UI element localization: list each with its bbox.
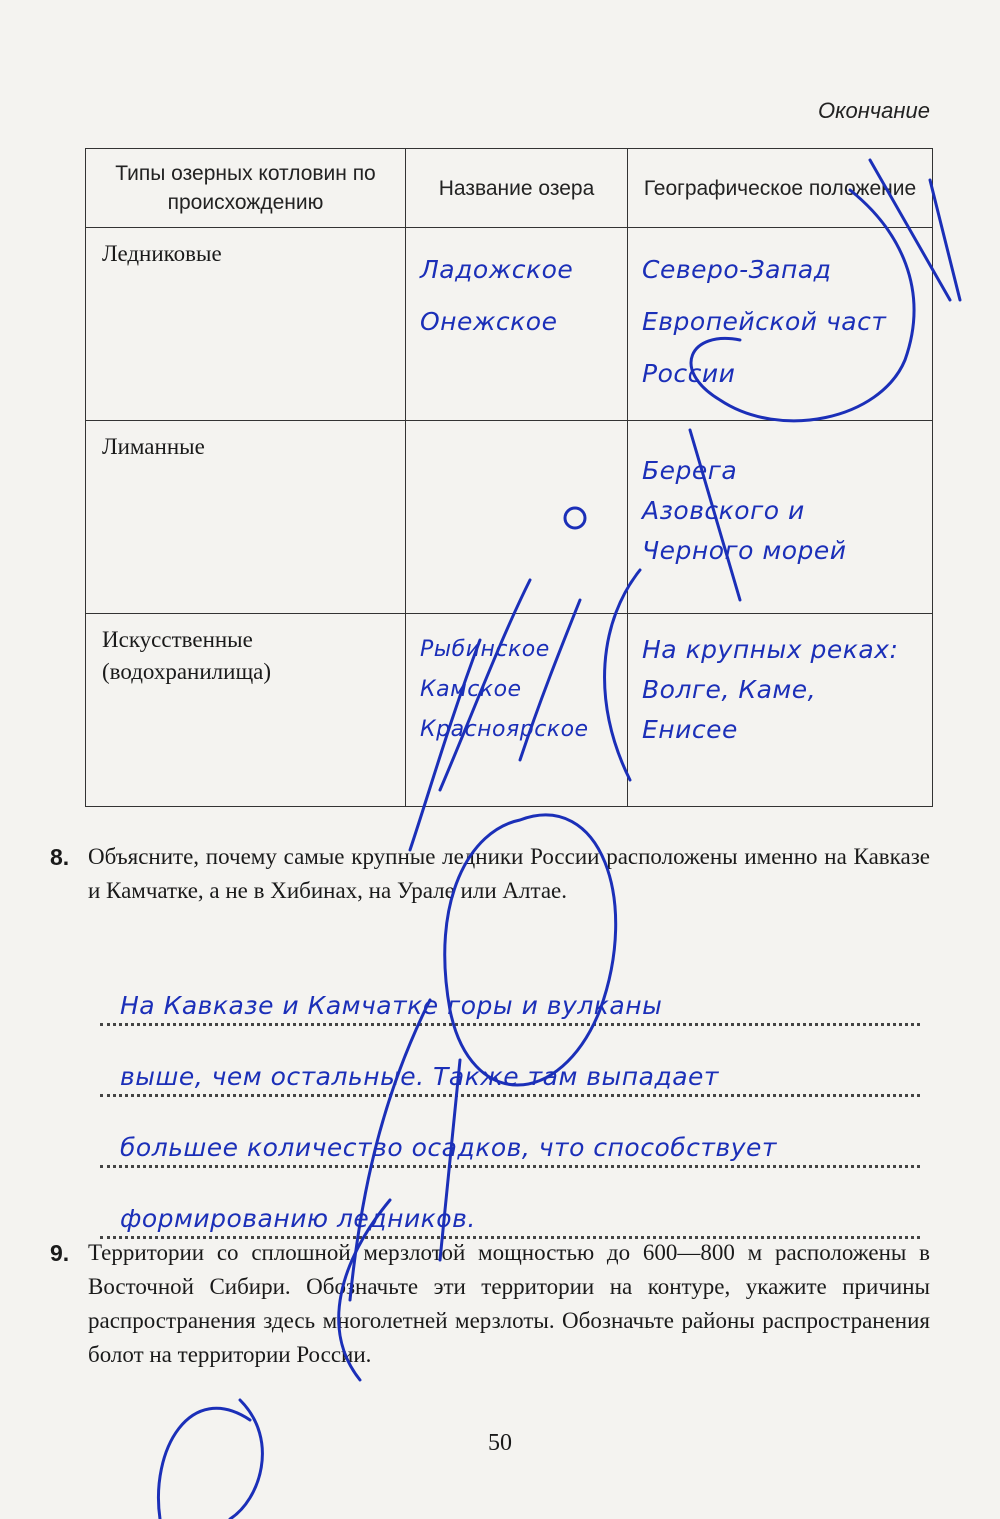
lake-name-cell[interactable] [406, 421, 628, 614]
answer-text: выше, чем остальные. Также там выпадает [120, 1062, 719, 1091]
task-question: Объясните, почему самые крупные ледники России расположены именно на Кавказе и Камчатке, а не в Хибинах, на Урале или Алтае. [88, 844, 930, 903]
answer-text: формированию ледников. [120, 1204, 476, 1233]
location-line: Волге, Каме, [642, 675, 817, 704]
lake-name: Красноярское [420, 717, 589, 742]
task-number: 8. [50, 844, 70, 870]
basin-type-cell: Лиманные [86, 421, 406, 614]
pen-stroke [158, 1408, 250, 1519]
task-8-answer-area[interactable] [100, 955, 920, 1239]
basin-type-cell: Ледниковые [86, 228, 406, 421]
task-9 [50, 1236, 930, 1372]
page-number: 50 [488, 1430, 512, 1456]
answer-text: На Кавказе и Камчатке горы и вулканы [120, 991, 663, 1020]
table-header-row [86, 149, 933, 228]
location-line: Азовского и [642, 496, 805, 525]
table-row [86, 228, 933, 421]
location-line: России [642, 359, 736, 388]
lake-name-cell[interactable] [406, 228, 628, 421]
header-location: Географическое положение [628, 149, 933, 228]
lake-name-cell[interactable] [406, 614, 628, 807]
lake-name: Камское [420, 677, 522, 702]
location-line: Черного морей [642, 536, 847, 565]
lake-basins-table [85, 148, 933, 807]
answer-line[interactable] [100, 1026, 920, 1097]
location-line: На крупных реках: [642, 635, 899, 664]
location-line: Северо-Запад [642, 255, 832, 284]
answer-line[interactable] [100, 955, 920, 1026]
location-line: Берега [642, 456, 738, 485]
basin-type-cell: Искусственные (водохранилища) [86, 614, 406, 807]
answer-line[interactable] [100, 1168, 920, 1239]
pen-stroke [230, 1400, 262, 1519]
lake-name: Онежское [420, 307, 558, 336]
table-row [86, 421, 933, 614]
task-8 [50, 840, 930, 908]
header-basin-type: Типы озерных котловин по происхождению [86, 149, 406, 228]
lake-name: Рыбинское [420, 637, 550, 662]
location-cell[interactable] [628, 614, 933, 807]
pen-stroke [930, 180, 960, 300]
continuation-label: Окончание [817, 98, 930, 123]
table-row [86, 614, 933, 807]
location-line: Европейской част [642, 307, 887, 336]
location-line: Енисее [642, 715, 738, 744]
task-question: Территории со сплошной мерзлотой мощностью до 600—800 м расположены в Восточной Сибири. Обозначьте эти территории на контуре, укажите причины распространения здесь многолетней мерзлоты. Обозначьте районы распространения болот на территории России. [88, 1240, 930, 1367]
answer-line[interactable] [100, 1097, 920, 1168]
lake-name: Ладожское [420, 255, 574, 284]
location-cell[interactable] [628, 228, 933, 421]
header-lake-name: Название озера [406, 149, 628, 228]
location-cell[interactable] [628, 421, 933, 614]
answer-text: большее количество осадков, что способствует [120, 1133, 777, 1162]
task-number: 9. [50, 1240, 70, 1266]
